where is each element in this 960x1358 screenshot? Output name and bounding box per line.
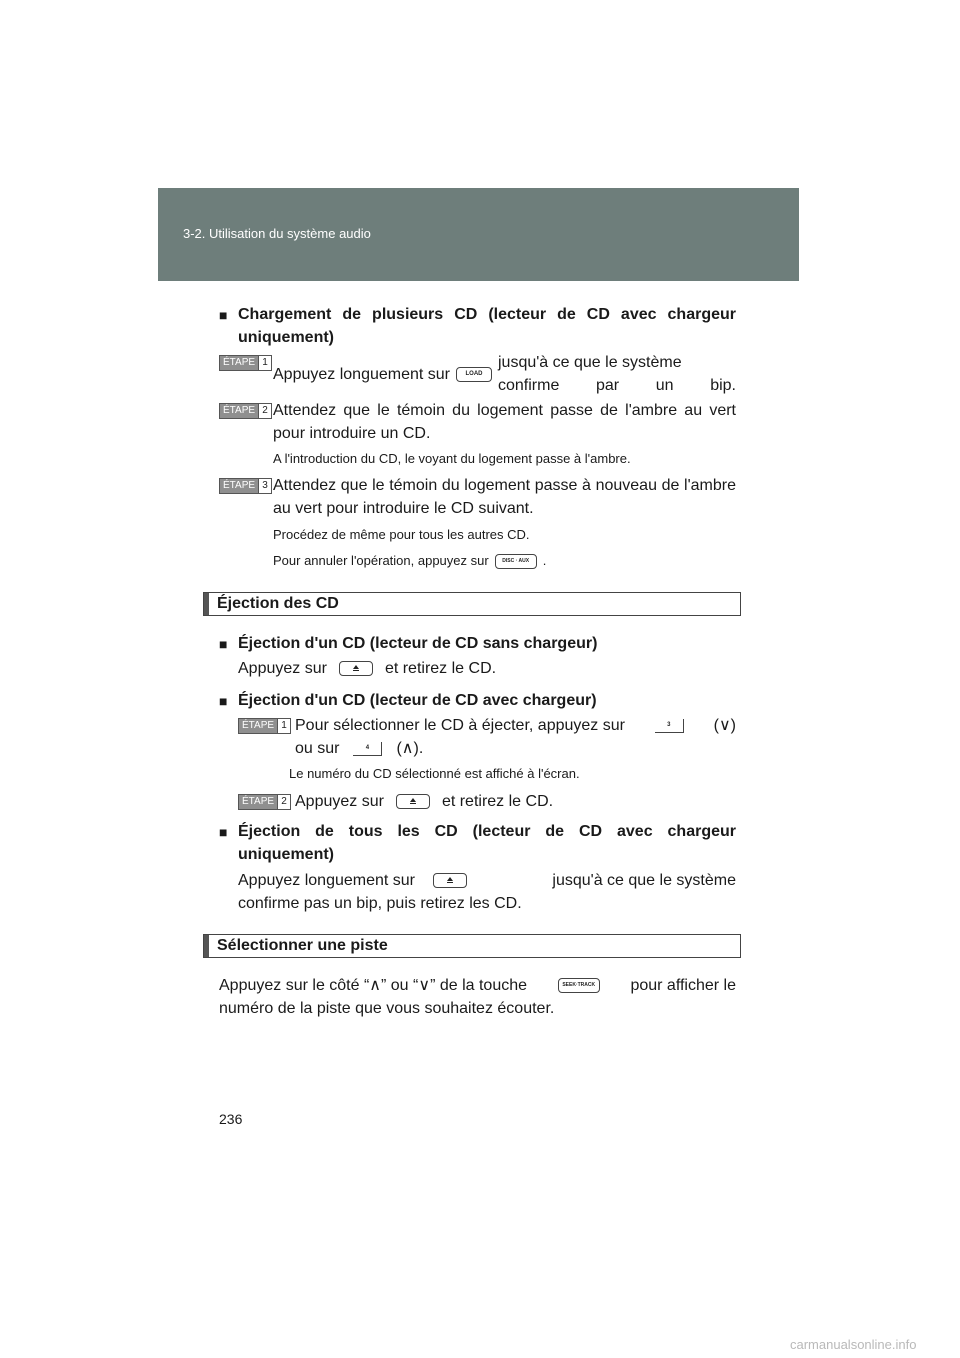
- load-step-3-note-2: Pour annuler l'opération, appuyez sur DISC · AUX .: [273, 553, 547, 568]
- eject-step-1: Pour sélectionner le CD à éjecter, appuyez sur 3 (∨): [295, 717, 736, 734]
- load-step-1: Appuyez longuement sur LOAD jusqu'à ce que le système confirme par un bip.: [273, 354, 736, 394]
- step-badge-2: ÉTAPE 2: [219, 403, 272, 419]
- step-badge-1: ÉTAPE 1: [238, 718, 291, 734]
- heading-load-multi: Chargement de plusieurs CD (lecteur de CD avec chargeur uniquement): [238, 306, 736, 346]
- section-eject-title: Éjection des CD: [217, 595, 339, 612]
- step-badge-1: ÉTAPE 1: [219, 355, 272, 371]
- load-step-2-note: A l'introduction du CD, le voyant du logement passe à l'ambre.: [273, 451, 631, 466]
- section-track: [203, 934, 741, 958]
- eject-all-text: Appuyez longuement sur jusqu'à ce que le système confirme pas un bip, puis retirez les CD.: [238, 872, 736, 912]
- eject-step-1-note: Le numéro du CD sélectionné est affiché à l'écran.: [289, 766, 580, 781]
- load-step-3: Attendez que le témoin du logement passe à nouveau de l'ambre au vert pour introduire le CD suivant.: [273, 477, 736, 517]
- page-number: 236: [219, 1111, 243, 1127]
- header-section-title: 3-2. Utilisation du système audio: [183, 226, 371, 241]
- section-track-title: Sélectionner une piste: [217, 937, 388, 954]
- eject-step-1-cont: ou sur 4 (∧).: [295, 740, 424, 757]
- eject-key-icon: [396, 794, 430, 809]
- heading-eject-changer: Éjection d'un CD (lecteur de CD avec chargeur): [238, 692, 597, 709]
- bullet-square: ■: [219, 693, 228, 709]
- watermark: carmanualsonline.info: [790, 1337, 917, 1352]
- step-badge-3: ÉTAPE 3: [219, 478, 272, 494]
- load-key-icon: LOAD: [456, 367, 492, 382]
- eject-step-2: Appuyez sur et retirez le CD.: [295, 793, 554, 810]
- section-eject: [203, 592, 741, 616]
- load-step-1-cont: [273, 374, 736, 397]
- eject-key-icon: [433, 873, 467, 888]
- eject-single-text: Appuyez sur et retirez le CD.: [238, 660, 497, 677]
- page-header: [158, 188, 799, 281]
- heading-eject-single: Éjection d'un CD (lecteur de CD sans chargeur): [238, 635, 598, 652]
- eject-key-icon: [339, 661, 373, 676]
- bullet-square: ■: [219, 636, 228, 652]
- disc-aux-key-icon: DISC · AUX: [495, 554, 537, 569]
- bullet-square: ■: [219, 824, 228, 840]
- key-3-icon: 3: [655, 719, 684, 733]
- load-step-3-note-1: Procédez de même pour tous les autres CD.: [273, 527, 530, 542]
- key-4-icon: 4: [353, 742, 382, 756]
- seek-track-key-icon: SEEK·TRACK: [558, 978, 600, 993]
- bullet-square: ■: [219, 307, 228, 323]
- heading-eject-all: Éjection de tous les CD (lecteur de CD avec chargeur uniquement): [238, 823, 736, 863]
- step-badge-2: ÉTAPE 2: [238, 794, 291, 810]
- track-text: Appuyez sur le côté “∧” ou “∨” de la touche SEEK·TRACK pour afficher le numéro de la piste que vous souhaitez écouter.: [219, 977, 736, 1017]
- load-step-2: Attendez que le témoin du logement passe de l'ambre au vert pour introduire un CD.: [273, 402, 736, 442]
